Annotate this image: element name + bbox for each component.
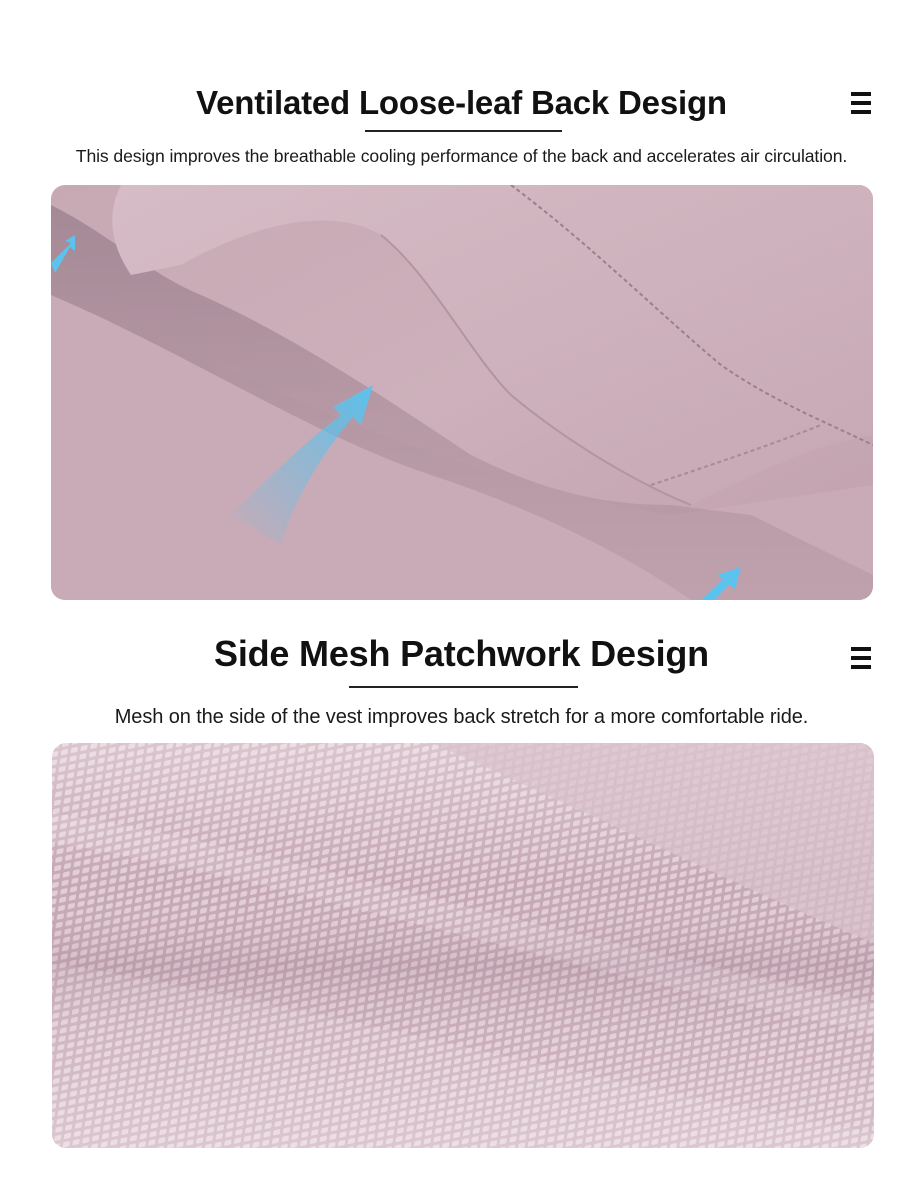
section-description: Mesh on the side of the vest improves back stretch for a more comfortable ride. — [114, 706, 809, 728]
menu-icon[interactable] — [851, 647, 873, 669]
title-underline — [365, 130, 562, 132]
section-title: Side Mesh Patchwork Design — [214, 633, 709, 674]
back-flap-photo — [51, 185, 873, 600]
mesh-fabric-photo — [52, 743, 874, 1148]
section-title: Ventilated Loose-leaf Back Design — [196, 84, 727, 121]
section-description: This design improves the breathable cooling performance of the back and accelerates air circulation. — [75, 146, 848, 166]
menu-icon[interactable] — [851, 92, 873, 114]
title-underline — [349, 686, 578, 688]
